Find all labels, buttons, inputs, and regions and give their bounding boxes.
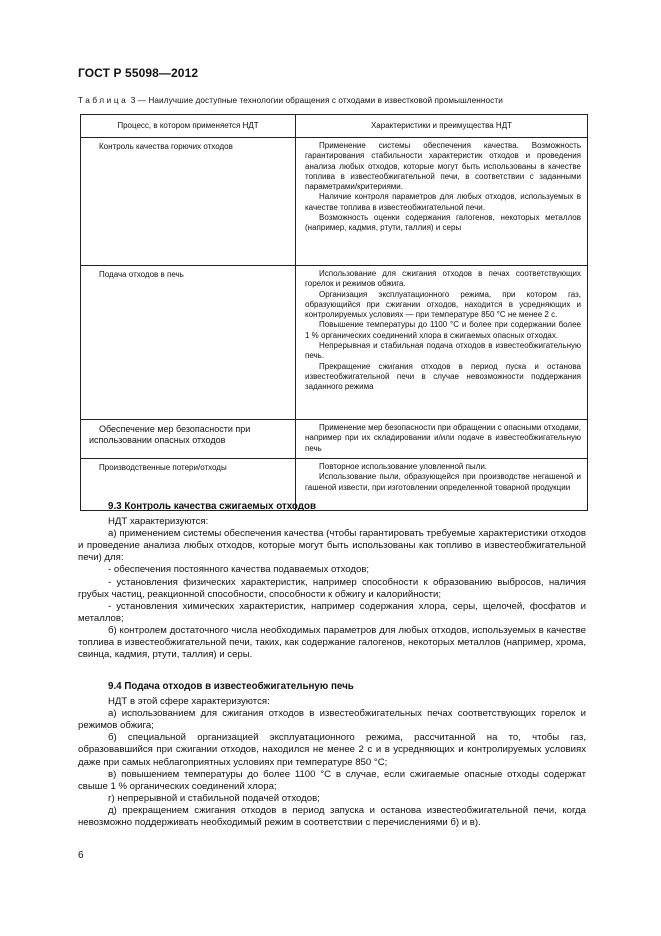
process-cell (81, 138, 296, 266)
feature-paragraph: Организация эксплуатационного режима, при котором газ, образующийся при сжигании отходов, находится в усредняющих и контролируемых условиях — при температуре 850 °С не менее 2 с. (305, 289, 581, 320)
body-paragraph: б) контролем достаточного числа необходимых параметров для любых отходов, используемых в качестве топлива в известеобжигательной печи, таких, как содержание галогенов, некоторых металлов (например, хрома, свинца, кадмия, ртути, таллия) и серы. (78, 624, 586, 661)
feature-paragraph: Возможность оценки содержания галогенов, некоторых металлов (например, кадмия, ртути, таллия) и серы (305, 213, 581, 233)
section-heading: 9.4 Подача отходов в известеобжигательную печь (108, 681, 354, 692)
features-cell (296, 138, 588, 266)
feature-paragraph: Повышение температуры до 1100 °С и более при содержании более 1 % органических соединений хлора в сжигаемых опасных отходах. (305, 320, 581, 340)
bat-table (80, 114, 588, 511)
body-paragraph: НДТ характеризуются: (108, 516, 209, 528)
feature-paragraph: Наличие контроля параметров для любых отходов, используемых в качестве топлива в известеобжигательной печи. (305, 192, 581, 212)
feature-paragraph: Повторное использование уловленной пыли. (319, 462, 488, 471)
process-label-line: Обеспечение мер безопасности при (99, 424, 251, 434)
col2-header: Характеристики и преимущества НДТ (296, 115, 588, 138)
process-label: Контроль качества горючих отходов (99, 142, 233, 151)
body-paragraph: а) использованием для сжигания отходов в известеобжигательных печах соответствующих горелок и режимов обжига; (78, 708, 586, 732)
feature-paragraph: Использование пыли, образующейся при производстве негашеной и гашеной извести, при изготовлении определенной товарной продукции (305, 472, 581, 492)
table-header-row (81, 115, 588, 138)
table-row (81, 420, 588, 459)
feature-paragraph: Непрерывная и стабильная подача отходов в известеобжигательную печь. (305, 341, 581, 361)
process-cell (81, 420, 296, 459)
feature-paragraph: Применение мер безопасности при обращении с опасными отходами, например при их складировании и/или подаче в известеобжигательную печь (305, 423, 581, 453)
process-cell (81, 266, 296, 420)
page-number: 6 (78, 850, 84, 861)
table-row (81, 266, 588, 420)
table-caption-label: Таблица (78, 96, 129, 105)
body-paragraph: а) применением системы обеспечения качества (чтобы гарантировать требуемые характеристики отходов и проведение анализа любых отходов, которые могут быть использованы как топливо в известеобжигательной печи) для: (78, 528, 586, 564)
body-paragraph: д) прекращением сжигания отходов в период запуска и останова известеобжигательной печи, когда невозможно поддерживать необходимый режим в соответствии с перечислениями б) и в). (78, 804, 586, 829)
process-label: Производственные потери/отходы (99, 463, 227, 472)
body-paragraph: б) специальной организацией эксплуатационного режима, рассчитанной на то, чтобы газ, образовавшийся при сжигании отходов, находился не менее 2 с и в усредняющих и контролируемых условиях даже при самых неблагоприятных условиях при температуре 850 °С; (78, 732, 586, 768)
body-paragraph: - обеспечения постоянного качества подаваемых отходов; (108, 564, 370, 576)
feature-paragraph: Прекращение сжигания отходов в период пуска и останова известеобжигательной печи в случае невозможности поддержания заданного режима (305, 361, 581, 392)
body-paragraph: в) повышением температуры до более 1100 °С в случае, если сжигаемые опасные отходы содержат свыше 1 % органических соединений хлора; (78, 768, 586, 792)
body-paragraph: - установления физических характеристик, например способности к образованию выбросов, наличия грубых частиц, реакционной способности, способности к обжигу и калорийности; (78, 576, 586, 600)
section-9-4 (78, 681, 586, 829)
feature-paragraph: Использование для сжигания отходов в печах соответствующих горелок и режимов обжига. (305, 269, 581, 289)
features-cell (296, 266, 588, 420)
body-paragraph: НДТ в этой сфере характеризуются: (108, 696, 270, 708)
table-row (81, 138, 588, 266)
section-heading: 9.3 Контроль качества сжигаемых отходов (108, 501, 317, 512)
process-label-line: использовании опасных отходов (89, 435, 226, 445)
body-paragraph: - установления химических характеристик, например содержания хлора, серы, щелочей, фосфатов и металлов; (78, 600, 586, 624)
feature-paragraph: Применение системы обеспечения качества. Возможность гарантирования стабильности характеристик отходов и проведения анализа любых отходов, которые могут быть использованы в качестве топлива в известеобжигательной печи, в соответствии с заданными параметрами/критериями. (305, 141, 581, 192)
col1-header: Процесс, в котором применяется НДТ (81, 115, 296, 138)
body-paragraph: г) непрерывной и стабильной подачей отходов; (108, 792, 320, 804)
document-header: ГОСТ Р 55098—2012 (78, 66, 199, 80)
table-caption-text: 3 — Наилучшие доступные технологии обращения с отходами в известковой промышленности (130, 96, 503, 105)
process-label: Подача отходов в печь (99, 270, 184, 279)
features-cell (296, 420, 588, 459)
table-caption (78, 96, 503, 105)
section-9-3 (78, 501, 586, 661)
